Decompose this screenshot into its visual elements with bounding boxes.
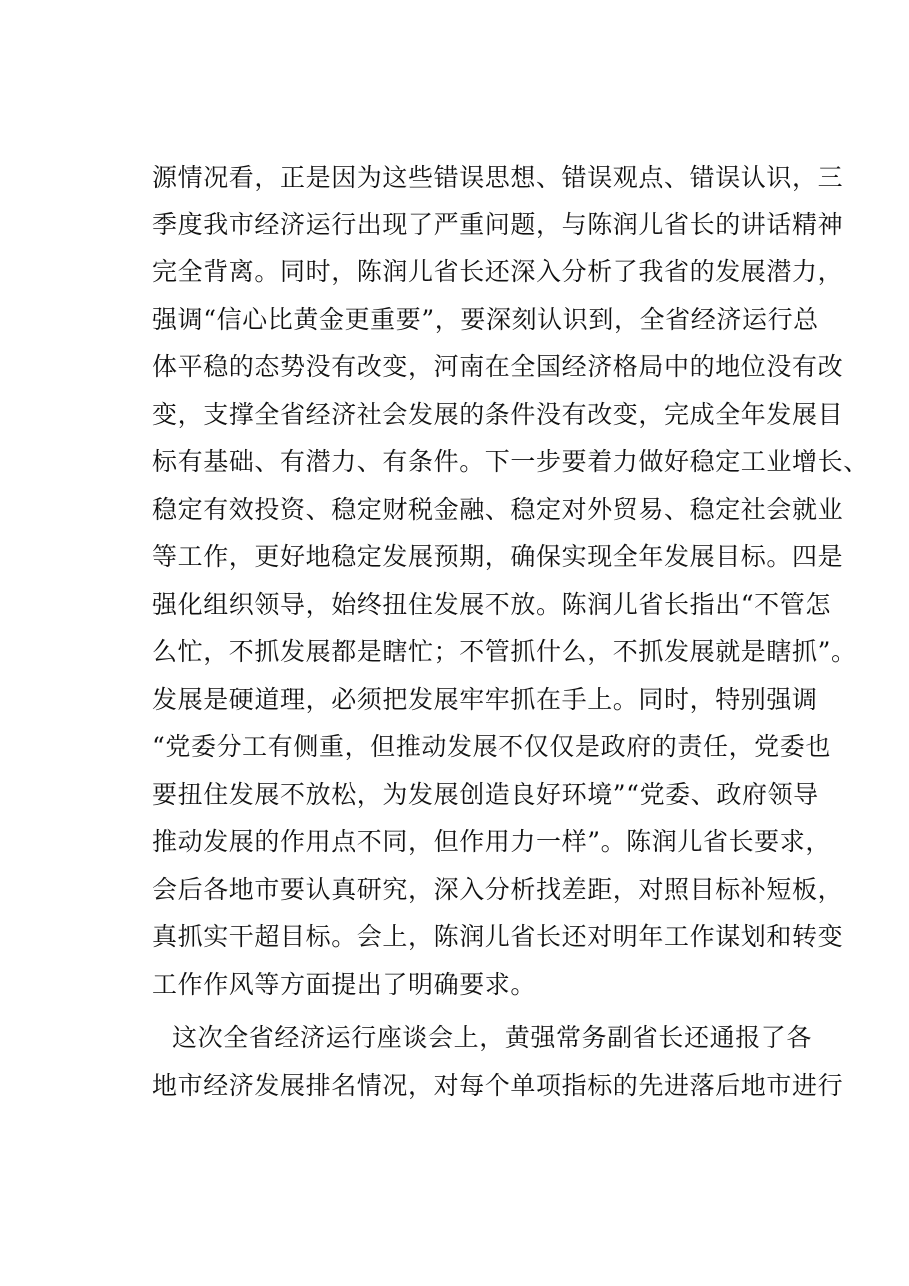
text-line: 推动发展的作用点不同，但作用力一样”。陈润儿省长要求， [152, 827, 831, 856]
text-line: “党委分工有侧重，但推动发展不仅仅是政府的责任，党委也 [152, 732, 831, 761]
text-line: 真抓实干超目标。会上，陈润儿省长还对明年工作谋划和转变 [152, 922, 844, 951]
text-line: 等工作，更好地稳定发展预期，确保实现全年发展目标。四是 [152, 542, 844, 571]
text-line: 要扭住发展不放松，为发展创造良好环境”“党委、政府领导 [152, 780, 819, 809]
text-line: 完全背离。同时，陈润儿省长还深入分析了我省的发展潜力， [152, 257, 844, 286]
text-line: 么忙，不抓发展都是瞎忙；不管抓什么，不抓发展就是瞎抓”。 [152, 637, 857, 666]
text-line: 发展是硬道理，必须把发展牢牢抓在手上。同时，特别强调 [152, 685, 818, 714]
text-line: 季度我市经济运行出现了严重问题，与陈润儿省长的讲话精神 [152, 210, 844, 239]
paragraph-first-line: 这次全省经济运行座谈会上，黄强常务副省长还通报了各 [172, 1023, 813, 1052]
text-line: 变，支撑全省经济社会发展的条件没有改变，完成全年发展目 [152, 400, 844, 429]
text-line: 体平稳的态势没有改变，河南在全国经济格局中的地位没有改 [152, 352, 844, 381]
text-line: 强化组织领导，始终扭住发展不放。陈润儿省长指出“不管怎 [152, 590, 831, 619]
text-line: 标有基础、有潜力、有条件。下一步要着力做好稳定工业增长、 [152, 447, 869, 476]
text-line: 会后各地市要认真研究，深入分析找差距，对照目标补短板， [152, 875, 844, 904]
text-line: 稳定有效投资、稳定财税金融、稳定对外贸易、稳定社会就业 [152, 495, 844, 524]
text-line: 工作作风等方面提出了明确要求。 [152, 970, 537, 999]
text-line: 地市经济发展排名情况，对每个单项指标的先进落后地市进行 [152, 1071, 844, 1100]
text-line: 源情况看，正是因为这些错误思想、错误观点、错误认识，三 [152, 163, 844, 192]
text-line: 强调“信心比黄金更重要”，要深刻认识到，全省经济运行总 [152, 305, 819, 334]
